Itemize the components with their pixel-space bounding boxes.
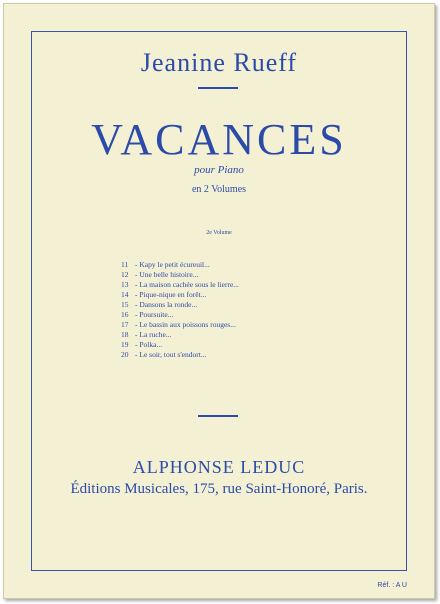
piece-number: 11 [121,260,129,269]
volume-label: 2e Volume [206,230,232,236]
piece-number: 14 [121,290,129,299]
piece-number: 13 [121,280,129,289]
reference-code: Réf. : A U [377,582,407,589]
piece-title: - Une belle histoire... [135,270,199,279]
piece-number: 19 [121,340,129,349]
work-title: VACANCES [91,115,347,164]
piece-title: - Polka... [135,340,163,349]
piece-item [121,300,239,310]
piece-item [121,340,239,350]
piece-title: - Le soir, tout s'endort... [135,350,207,359]
volumes-note: en 2 Volumes [191,184,247,195]
piece-title: - Kapy le petit écureuil... [135,260,210,269]
piece-title: - Pique-nique en forêt... [135,290,207,299]
piece-item [121,270,239,280]
piece-item [121,320,239,330]
piece-title: - La ruche... [135,330,172,339]
piece-number: 15 [121,300,129,309]
composer-name: Jeanine Rueff [140,48,298,77]
divider-bottom [198,415,238,417]
publisher-address: Éditions Musicales, 175, rue Saint-Honoré, Paris. [70,481,368,497]
piece-number: 16 [121,310,129,319]
score-cover [3,3,435,599]
piece-number: 12 [121,270,129,279]
piece-number: 18 [121,330,129,339]
piece-item [121,350,239,360]
piece-title: - Poursuite... [135,310,174,319]
piece-title: - La maison cachée sous le lierre... [135,280,239,289]
piece-item [121,260,239,270]
divider-top [198,87,238,89]
piece-number: 17 [121,320,129,329]
piece-item [121,290,239,300]
piece-title: - Dansons la ronde... [135,300,198,309]
publisher-name: ALPHONSE LEDUC [132,457,306,477]
piece-item [121,310,239,320]
instrument-subtitle: pour Piano [194,164,244,176]
piece-number: 20 [121,350,129,359]
piece-item [121,330,239,340]
pieces-list [121,260,239,360]
piece-title: - Le bassin aux poissons rouges... [135,320,236,329]
piece-item [121,280,239,290]
